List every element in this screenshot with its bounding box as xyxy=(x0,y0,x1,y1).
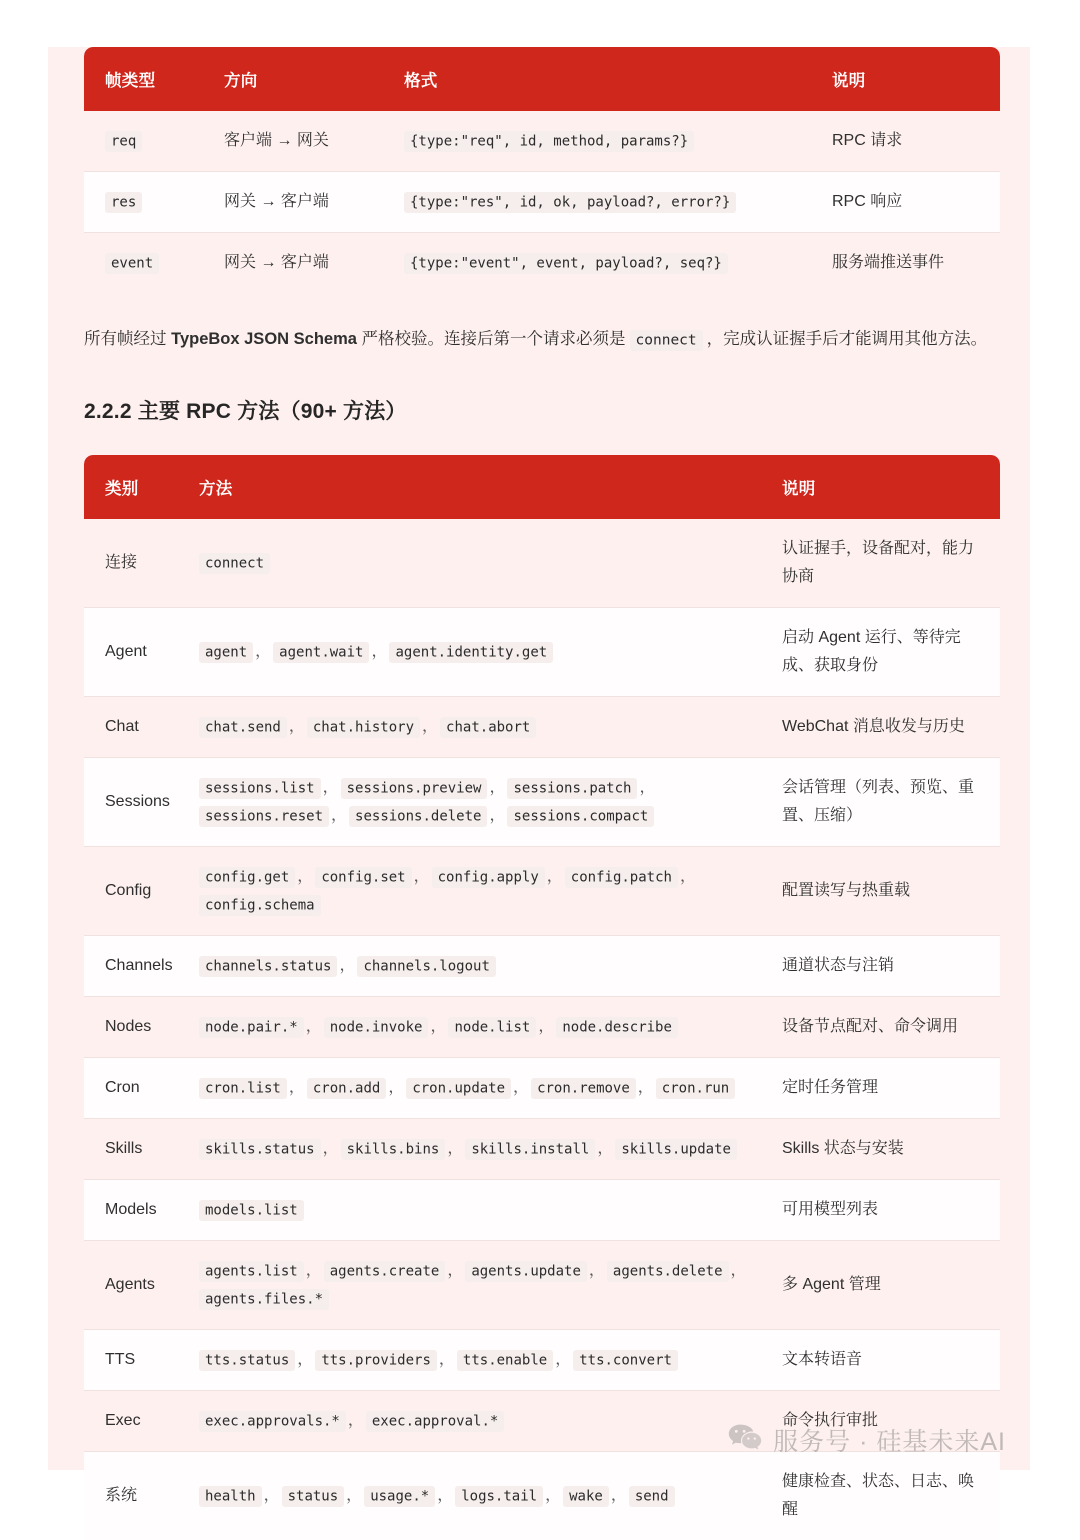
method-separator: ， xyxy=(513,1079,530,1097)
cell-methods xyxy=(190,519,782,608)
table-row xyxy=(84,1241,1000,1330)
cell-methods xyxy=(190,608,782,697)
method-code-chip: agents.delete xyxy=(607,1261,729,1282)
cell-category: Chat xyxy=(84,697,190,758)
cell-category: Exec xyxy=(84,1391,190,1452)
cell-description: 可用模型列表 xyxy=(782,1180,1000,1241)
cell-description: 设备节点配对、命令调用 xyxy=(782,997,1000,1058)
method-code-chip: agent xyxy=(199,642,253,663)
method-code-chip: cron.remove xyxy=(531,1078,636,1099)
column-header-direction: 方向 xyxy=(224,47,404,111)
cell-format xyxy=(404,172,832,233)
method-code-chip: cron.list xyxy=(199,1078,287,1099)
method-code-chip: tts.status xyxy=(199,1350,295,1371)
method-code-chip: agents.files.* xyxy=(199,1289,329,1310)
cell-frame-type xyxy=(84,111,224,172)
spacer xyxy=(84,425,1000,455)
format-code: {type:"res", id, ok, payload?, error?} xyxy=(404,192,736,213)
method-separator: ， xyxy=(437,1487,454,1505)
table-row xyxy=(84,172,1000,233)
cell-description: 服务端推送事件 xyxy=(832,233,1000,293)
connect-code-chip: connect xyxy=(630,330,703,351)
method-code-chip: channels.status xyxy=(199,956,337,977)
method-separator: ， xyxy=(730,1262,747,1280)
method-separator: ， xyxy=(255,643,272,661)
method-separator: ， xyxy=(297,1351,314,1369)
method-code-chip: config.schema xyxy=(199,895,321,916)
method-separator: ， xyxy=(297,868,314,886)
frame-type-code: res xyxy=(105,192,142,213)
cell-format xyxy=(404,233,832,293)
cell-description: 会话管理（列表、预览、重置、压缩） xyxy=(782,758,1000,847)
method-code-chip: models.list xyxy=(199,1200,304,1221)
method-code-chip: skills.update xyxy=(615,1139,737,1160)
table-row xyxy=(84,997,1000,1058)
cell-category: 系统 xyxy=(84,1452,190,1540)
method-code-chip: tts.providers xyxy=(315,1350,437,1371)
frame-table-head xyxy=(84,47,1000,111)
table-row xyxy=(84,111,1000,172)
frame-type-code: event xyxy=(105,253,159,274)
table-row xyxy=(84,758,1000,847)
method-separator: ， xyxy=(388,1079,405,1097)
method-separator: ， xyxy=(679,868,696,886)
cell-methods xyxy=(190,1391,782,1452)
cell-methods xyxy=(190,847,782,936)
cell-category: Config xyxy=(84,847,190,936)
cell-description: 认证握手，设备配对，能力协商 xyxy=(782,519,1000,608)
format-code: {type:"req", id, method, params?} xyxy=(404,131,694,152)
method-separator: ， xyxy=(422,718,439,736)
method-code-chip: chat.history xyxy=(307,717,420,738)
cell-methods xyxy=(190,1119,782,1180)
frame-type-code: req xyxy=(105,131,142,152)
format-code: {type:"event", event, payload?, seq?} xyxy=(404,253,728,274)
method-code-chip: config.patch xyxy=(565,867,678,888)
cell-description: 启动 Agent 运行、等待完成、获取身份 xyxy=(782,608,1000,697)
method-code-chip: exec.approval.* xyxy=(366,1411,504,1432)
cell-frame-type xyxy=(84,233,224,293)
cell-category: Agents xyxy=(84,1241,190,1330)
cell-methods xyxy=(190,697,782,758)
method-code-chip: tts.convert xyxy=(573,1350,678,1371)
method-code-chip: cron.add xyxy=(307,1078,386,1099)
method-separator: ， xyxy=(346,1487,363,1505)
table-header-row xyxy=(84,455,1000,519)
method-separator: ， xyxy=(347,1412,364,1430)
wechat-icon xyxy=(728,1424,762,1457)
cell-frame-type xyxy=(84,172,224,233)
method-separator: ， xyxy=(489,807,506,825)
table-row xyxy=(84,519,1000,608)
method-code-chip: connect xyxy=(199,553,270,574)
cell-description: 定时任务管理 xyxy=(782,1058,1000,1119)
cell-methods xyxy=(190,1058,782,1119)
method-separator: ， xyxy=(430,1018,447,1036)
section-heading-rpc-methods: 2.2.2 主要 RPC 方法（90+ 方法） xyxy=(84,400,407,424)
cell-description: 多 Agent 管理 xyxy=(782,1241,1000,1330)
cell-description: WebChat 消息收发与历史 xyxy=(782,697,1000,758)
paragraph-text-part1: 所有帧经过 xyxy=(84,330,172,348)
cell-category: Nodes xyxy=(84,997,190,1058)
method-code-chip: status xyxy=(282,1486,345,1507)
method-separator: ， xyxy=(588,1262,605,1280)
cell-description: Skills 状态与安装 xyxy=(782,1119,1000,1180)
cell-methods xyxy=(190,1452,782,1540)
method-code-chip: wake xyxy=(563,1486,609,1507)
method-separator: ， xyxy=(263,1487,280,1505)
cell-methods xyxy=(190,997,782,1058)
method-code-chip: cron.run xyxy=(656,1078,735,1099)
watermark xyxy=(728,1422,1006,1458)
cell-methods xyxy=(190,1330,782,1391)
table-row xyxy=(84,608,1000,697)
method-code-chip: sessions.reset xyxy=(199,806,329,827)
table-row xyxy=(84,1330,1000,1391)
method-code-chip: agents.create xyxy=(324,1261,446,1282)
methods-table-body xyxy=(84,519,1000,1540)
method-separator: ， xyxy=(597,1140,614,1158)
method-code-chip: chat.send xyxy=(199,717,287,738)
table-row xyxy=(84,233,1000,293)
table-row xyxy=(84,1119,1000,1180)
method-code-chip: send xyxy=(629,1486,675,1507)
method-code-chip: exec.approvals.* xyxy=(199,1411,346,1432)
method-code-chip: sessions.list xyxy=(199,778,321,799)
rpc-methods-table xyxy=(84,455,1000,1540)
column-header-format: 格式 xyxy=(404,47,832,111)
column-header-description: 说明 xyxy=(832,47,1000,111)
cell-format xyxy=(404,111,832,172)
method-code-chip: config.set xyxy=(315,867,411,888)
column-header-method: 方法 xyxy=(190,455,782,519)
method-separator: ， xyxy=(538,1018,555,1036)
method-code-chip: config.apply xyxy=(432,867,545,888)
method-code-chip: skills.install xyxy=(465,1139,595,1160)
method-code-chip: node.list xyxy=(448,1017,536,1038)
cell-description: RPC 响应 xyxy=(832,172,1000,233)
cell-description: 配置读写与热重载 xyxy=(782,847,1000,936)
method-separator: ， xyxy=(288,718,305,736)
method-code-chip: channels.logout xyxy=(357,956,495,977)
method-separator: ， xyxy=(322,779,339,797)
method-separator: ， xyxy=(305,1018,322,1036)
method-separator: ， xyxy=(447,1140,464,1158)
cell-methods xyxy=(190,1180,782,1241)
cell-category: Agent xyxy=(84,608,190,697)
schema-validation-paragraph xyxy=(84,323,1000,355)
method-code-chip: tts.enable xyxy=(457,1350,553,1371)
method-separator: ， xyxy=(371,643,388,661)
cell-category: Cron xyxy=(84,1058,190,1119)
method-separator: ， xyxy=(546,868,563,886)
method-code-chip: sessions.preview xyxy=(341,778,488,799)
method-separator: ， xyxy=(489,779,506,797)
cell-description: RPC 请求 xyxy=(832,111,1000,172)
method-separator: ， xyxy=(545,1487,562,1505)
method-code-chip: logs.tail xyxy=(455,1486,543,1507)
method-code-chip: health xyxy=(199,1486,262,1507)
method-separator: ， xyxy=(438,1351,455,1369)
method-separator: ， xyxy=(339,957,356,975)
cell-direction: 客户端 → 网关 xyxy=(224,111,404,172)
method-separator: ， xyxy=(288,1079,305,1097)
column-header-category: 类别 xyxy=(84,455,190,519)
paragraph-text-part2: 严格校验。连接后第一个请求必须是 xyxy=(356,330,626,348)
cell-category: TTS xyxy=(84,1330,190,1391)
method-code-chip: skills.status xyxy=(199,1139,321,1160)
method-code-chip: sessions.delete xyxy=(349,806,487,827)
method-code-chip: agent.wait xyxy=(273,642,369,663)
cell-category: Skills xyxy=(84,1119,190,1180)
table-row xyxy=(84,847,1000,936)
paragraph-bold-typebox: TypeBox JSON Schema xyxy=(171,330,357,348)
cell-description: 命令执行审批 xyxy=(782,1391,1000,1452)
method-separator: ， xyxy=(555,1351,572,1369)
method-code-chip: chat.abort xyxy=(440,717,536,738)
table-row xyxy=(84,1180,1000,1241)
method-code-chip: node.invoke xyxy=(324,1017,429,1038)
table-row xyxy=(84,1452,1000,1540)
method-separator: ， xyxy=(322,1140,339,1158)
method-code-chip: node.pair.* xyxy=(199,1017,304,1038)
method-code-chip: skills.bins xyxy=(341,1139,446,1160)
cell-direction: 网关 → 客户端 xyxy=(224,172,404,233)
cell-description: 文本转语音 xyxy=(782,1330,1000,1391)
methods-table-head xyxy=(84,455,1000,519)
document-page xyxy=(48,47,1030,1519)
column-header-frame-type: 帧类型 xyxy=(84,47,224,111)
cell-category: 连接 xyxy=(84,519,190,608)
cell-methods xyxy=(190,1241,782,1330)
method-separator: ， xyxy=(610,1487,627,1505)
method-separator: ， xyxy=(639,779,656,797)
cell-methods xyxy=(190,936,782,997)
frame-table-body xyxy=(84,111,1000,293)
document-content xyxy=(84,47,1000,1540)
cell-direction: 网关 → 客户端 xyxy=(224,233,404,293)
method-code-chip: sessions.compact xyxy=(507,806,654,827)
method-code-chip: config.get xyxy=(199,867,295,888)
table-row xyxy=(84,1058,1000,1119)
cell-description: 健康检查、状态、日志、唤醒 xyxy=(782,1452,1000,1540)
method-code-chip: sessions.patch xyxy=(507,778,637,799)
method-code-chip: agent.identity.get xyxy=(389,642,553,663)
method-code-chip: usage.* xyxy=(364,1486,435,1507)
method-code-chip: cron.update xyxy=(406,1078,511,1099)
cell-category: Models xyxy=(84,1180,190,1241)
cell-description: 通道状态与注销 xyxy=(782,936,1000,997)
frame-type-table xyxy=(84,47,1000,293)
table-header-row xyxy=(84,47,1000,111)
method-separator: ， xyxy=(637,1079,654,1097)
method-code-chip: node.describe xyxy=(556,1017,678,1038)
column-header-description: 说明 xyxy=(782,455,1000,519)
method-code-chip: agents.update xyxy=(465,1261,587,1282)
cell-category: Channels xyxy=(84,936,190,997)
cell-methods xyxy=(190,758,782,847)
watermark-text: 服务号 · 硅基未来AI xyxy=(773,1428,1006,1456)
method-separator: ， xyxy=(447,1262,464,1280)
table-row xyxy=(84,936,1000,997)
method-code-chip: agents.list xyxy=(199,1261,304,1282)
method-separator: ， xyxy=(413,868,430,886)
paragraph-text-part3: ，完成认证握手后才能调用其他方法。 xyxy=(706,330,988,348)
table-row xyxy=(84,697,1000,758)
method-separator: ， xyxy=(305,1262,322,1280)
cell-category: Sessions xyxy=(84,758,190,847)
method-separator: ， xyxy=(331,807,348,825)
